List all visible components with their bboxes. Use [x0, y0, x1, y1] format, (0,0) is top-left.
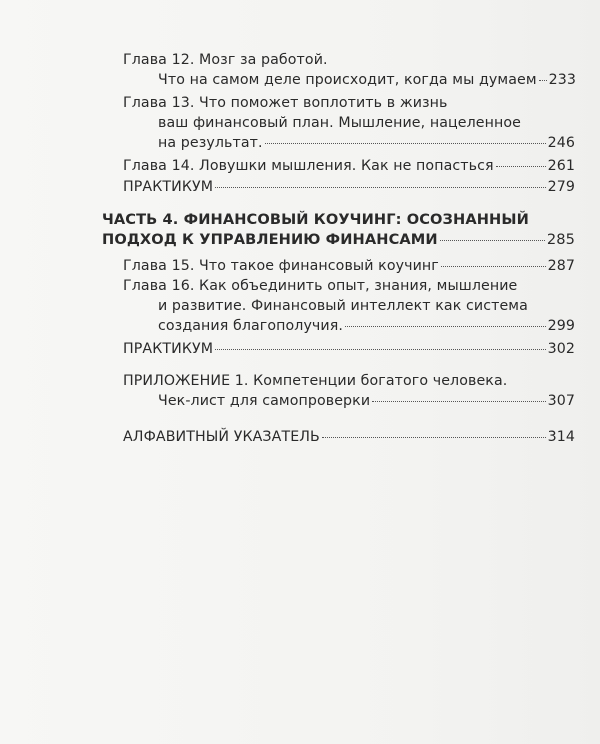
dot-leader: [215, 349, 545, 350]
dot-leader: [539, 80, 547, 81]
dot-leader: [372, 401, 545, 402]
toc-ch13-line1: Глава 13. Что поможет воплотить в жизнь: [123, 95, 448, 111]
toc-appendix1-line2: Чек-лист для самопроверки: [158, 393, 371, 409]
toc-ch12-page: 233: [548, 72, 577, 88]
toc-entry-index: [123, 427, 575, 447]
toc-ch14-page: 261: [547, 158, 575, 174]
dot-leader: [265, 143, 546, 144]
toc-ch12-title: Глава 12. Мозг за работой.: [123, 52, 328, 68]
toc-ch12-subtitle: Что на самом деле происходит, когда мы думаем: [158, 72, 537, 88]
dot-leader: [441, 266, 546, 267]
toc-practicum4-page: 302: [547, 341, 575, 357]
toc-ch16-page: 299: [547, 318, 575, 334]
toc-index-title: АЛФАВИТНЫЙ УКАЗАТЕЛЬ: [123, 429, 320, 445]
toc-part4-page: 285: [546, 231, 575, 248]
dot-leader: [440, 240, 545, 241]
toc-ch13-page: 246: [547, 135, 575, 151]
dot-leader: [215, 187, 545, 188]
toc-entry-ch13: [123, 93, 575, 153]
toc-index-page: 314: [547, 429, 575, 445]
toc-ch16-line3: создания благополучия.: [158, 318, 343, 334]
toc-ch13-line2: ваш финансовый план. Мышление, нацеленное: [158, 115, 521, 131]
toc-entry-ch12: [123, 50, 575, 90]
toc-practicum4-title: ПРАКТИКУМ: [123, 341, 214, 357]
toc-entry-ch16: [123, 276, 575, 336]
dot-leader: [496, 166, 546, 167]
toc-ch13-line3: на результат.: [158, 135, 263, 151]
toc-entry-ch15: [123, 256, 575, 276]
toc-practicum3-title: ПРАКТИКУМ: [123, 179, 214, 195]
toc-ch16-line1: Глава 16. Как объединить опыт, знания, мышление: [123, 278, 518, 294]
toc-ch14-title: Глава 14. Ловушки мышления. Как не попасться: [123, 158, 494, 174]
toc-entry-part4: [102, 210, 575, 250]
toc-entry-practicum-3: [123, 177, 575, 197]
toc-entry-appendix1: [123, 371, 575, 411]
toc-practicum3-page: 279: [547, 179, 575, 195]
toc-entry-practicum-4: [123, 339, 575, 359]
toc-entry-ch14: [123, 156, 575, 176]
toc-appendix1-line1: ПРИЛОЖЕНИЕ 1. Компетенции богатого человека.: [123, 373, 508, 389]
dot-leader: [345, 326, 546, 327]
toc-ch15-title: Глава 15. Что такое финансовый коучинг: [123, 258, 439, 274]
toc-part4-line1: ЧАСТЬ 4. ФИНАНСОВЫЙ КОУЧИНГ: ОСОЗНАННЫЙ: [102, 211, 529, 228]
toc-part4-line2: ПОДХОД К УПРАВЛЕНИЮ ФИНАНСАМИ: [102, 231, 438, 248]
toc-ch15-page: 287: [547, 258, 575, 274]
toc-ch16-line2: и развитие. Финансовый интеллект как система: [158, 298, 528, 314]
toc-appendix1-page: 307: [547, 393, 575, 409]
dot-leader: [322, 437, 546, 438]
